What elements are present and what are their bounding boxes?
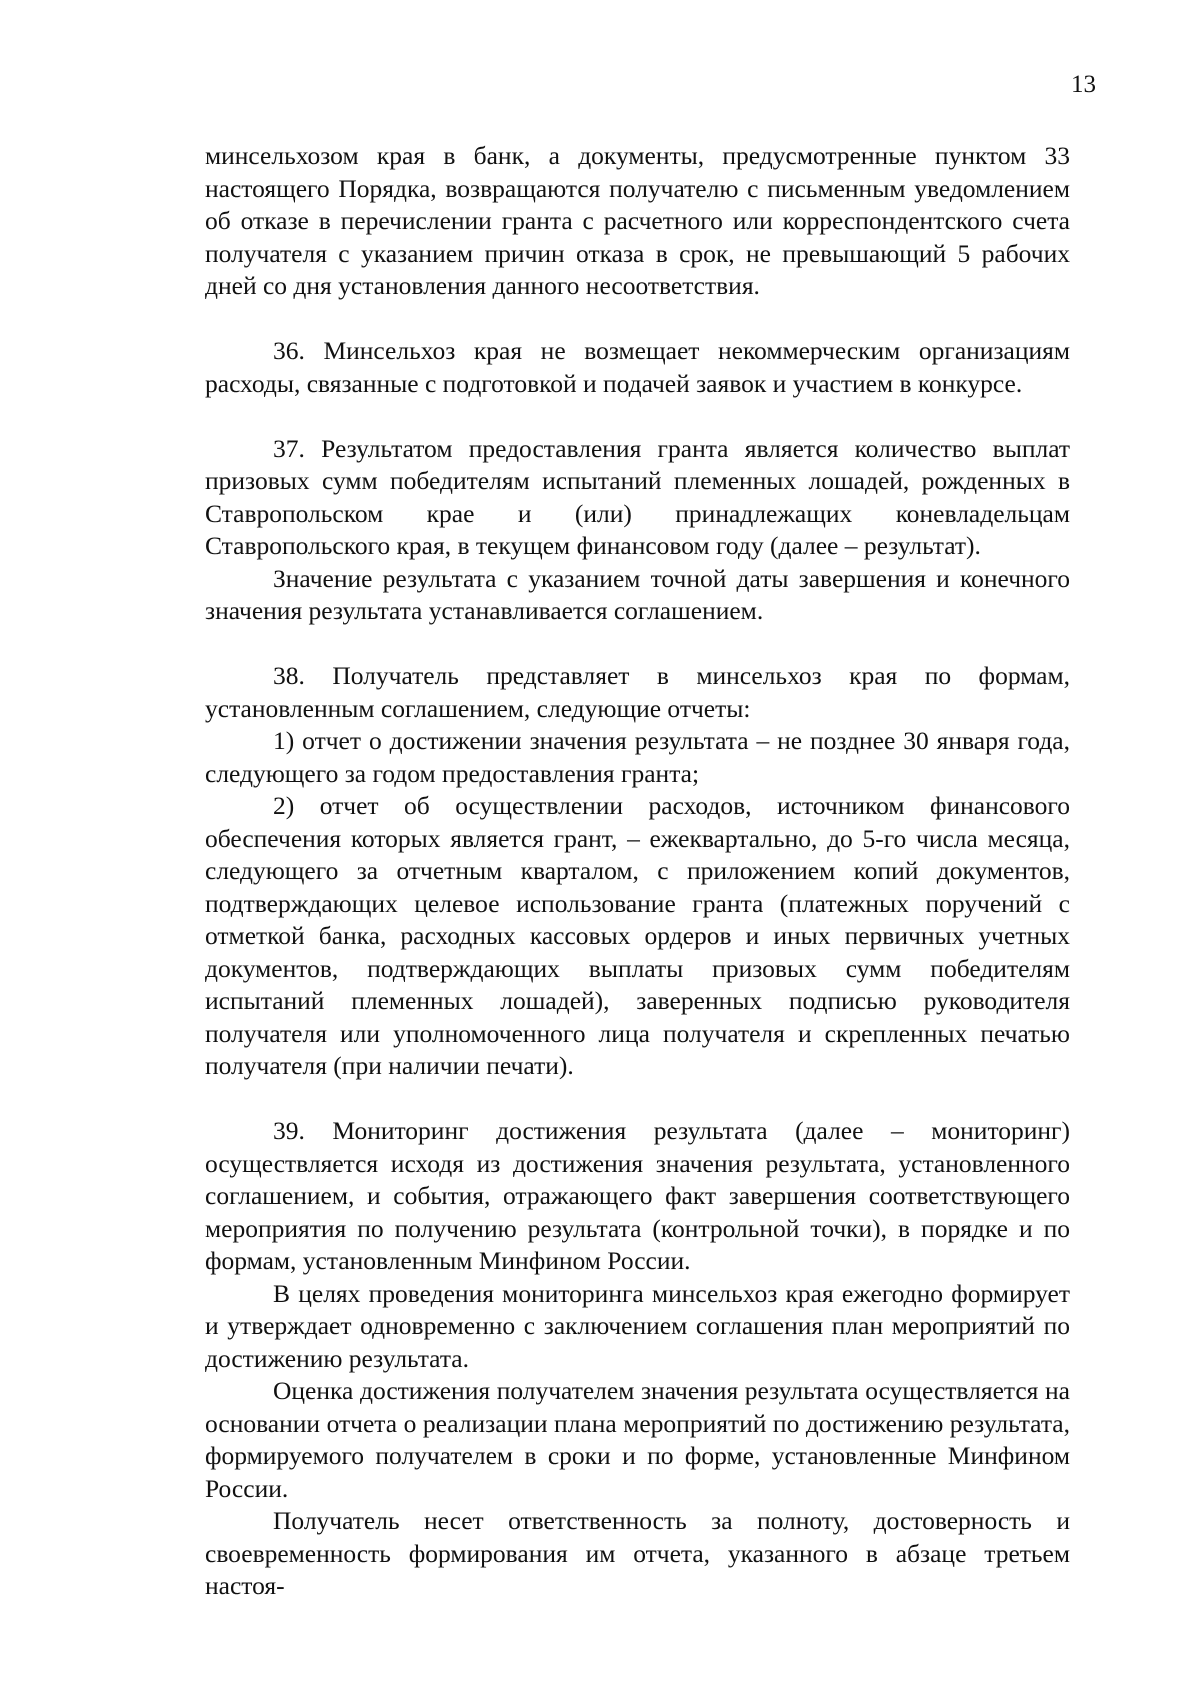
paragraph-continued: минсельхозом края в банк, а документы, предусмотренные пунктом 33 настоящего Порядка, возвращаются получателю с письменным уведомлением об отказе в перечислении гранта с расчетного или корреспондентского счета получателя с указанием причин отказа в срок, не превышающий 5 рабочих дней со дня установления данного несоответствия. <box>205 141 1070 300</box>
paragraph-item-38: 38. Получатель представляет в минсельхоз края по формам, установленным соглашением, следующие отчеты: <box>205 661 1070 723</box>
paragraph-result-value: Значение результата с указанием точной даты завершения и конечного значения результата устанавливается соглашением. <box>205 563 1070 625</box>
paragraph-item-36: 36. Минсельхоз края не возмещает некоммерческим организациям расходы, связанные с подготовкой и подачей заявок и участием в конкурсе. <box>205 336 1070 398</box>
paragraph-evaluation: Оценка достижения получателем значения результата осуществляется на основании отчета о реализации плана мероприятий по достижению результата, формируемого получателем в сроки и по форме, установленные Минфином России. <box>205 1376 1070 1503</box>
document-body <box>205 140 1070 1603</box>
page-number: 13 <box>1071 71 1096 98</box>
paragraph-report-2: 2) отчет об осуществлении расходов, источником финансового обеспечения которых является грант, – ежеквартально, до 5-го числа месяца, следующего за отчетным кварталом, с приложением копий документов, подтверждающих целевое использование гранта (платежных поручений с отметкой банка, расходных кассовых ордеров и иных первичных учетных документов, подтверждающих выплаты призовых сумм победителям испытаний племенных лошадей), заверенных подписью руководителя получателя или уполномоченного лица получателя и скрепленных печатью получателя (при наличии печати). <box>205 791 1070 1080</box>
paragraph-item-39: 39. Мониторинг достижения результата (далее – мониторинг) осуществляется исходя из достижения значения результата, установленного соглашением, и события, отражающего факт завершения соответствующего мероприятия по получению результата (контрольной точки), в порядке и по формам, установленным Минфином России. <box>205 1116 1070 1275</box>
paragraph-report-1: 1) отчет о достижении значения результата – не позднее 30 января года, следующего за годом предоставления гранта; <box>205 726 1070 788</box>
paragraph-responsibility: Получатель несет ответственность за полноту, достоверность и своевременность формирования им отчета, указанного в абзаце третьем настоя- <box>205 1506 1070 1600</box>
paragraph-item-37: 37. Результатом предоставления гранта является количество выплат призовых сумм победителям испытаний племенных лошадей, рожденных в Ставропольском крае и (или) принадлежащих коневладельцам Ставропольского края, в текущем финансовом году (далее – результат). <box>205 433 1070 560</box>
paragraph-monitoring-plan: В целях проведения мониторинга минсельхоз края ежегодно формирует и утверждает одновременно с заключением соглашения план мероприятий по достижению результата. <box>205 1278 1070 1373</box>
